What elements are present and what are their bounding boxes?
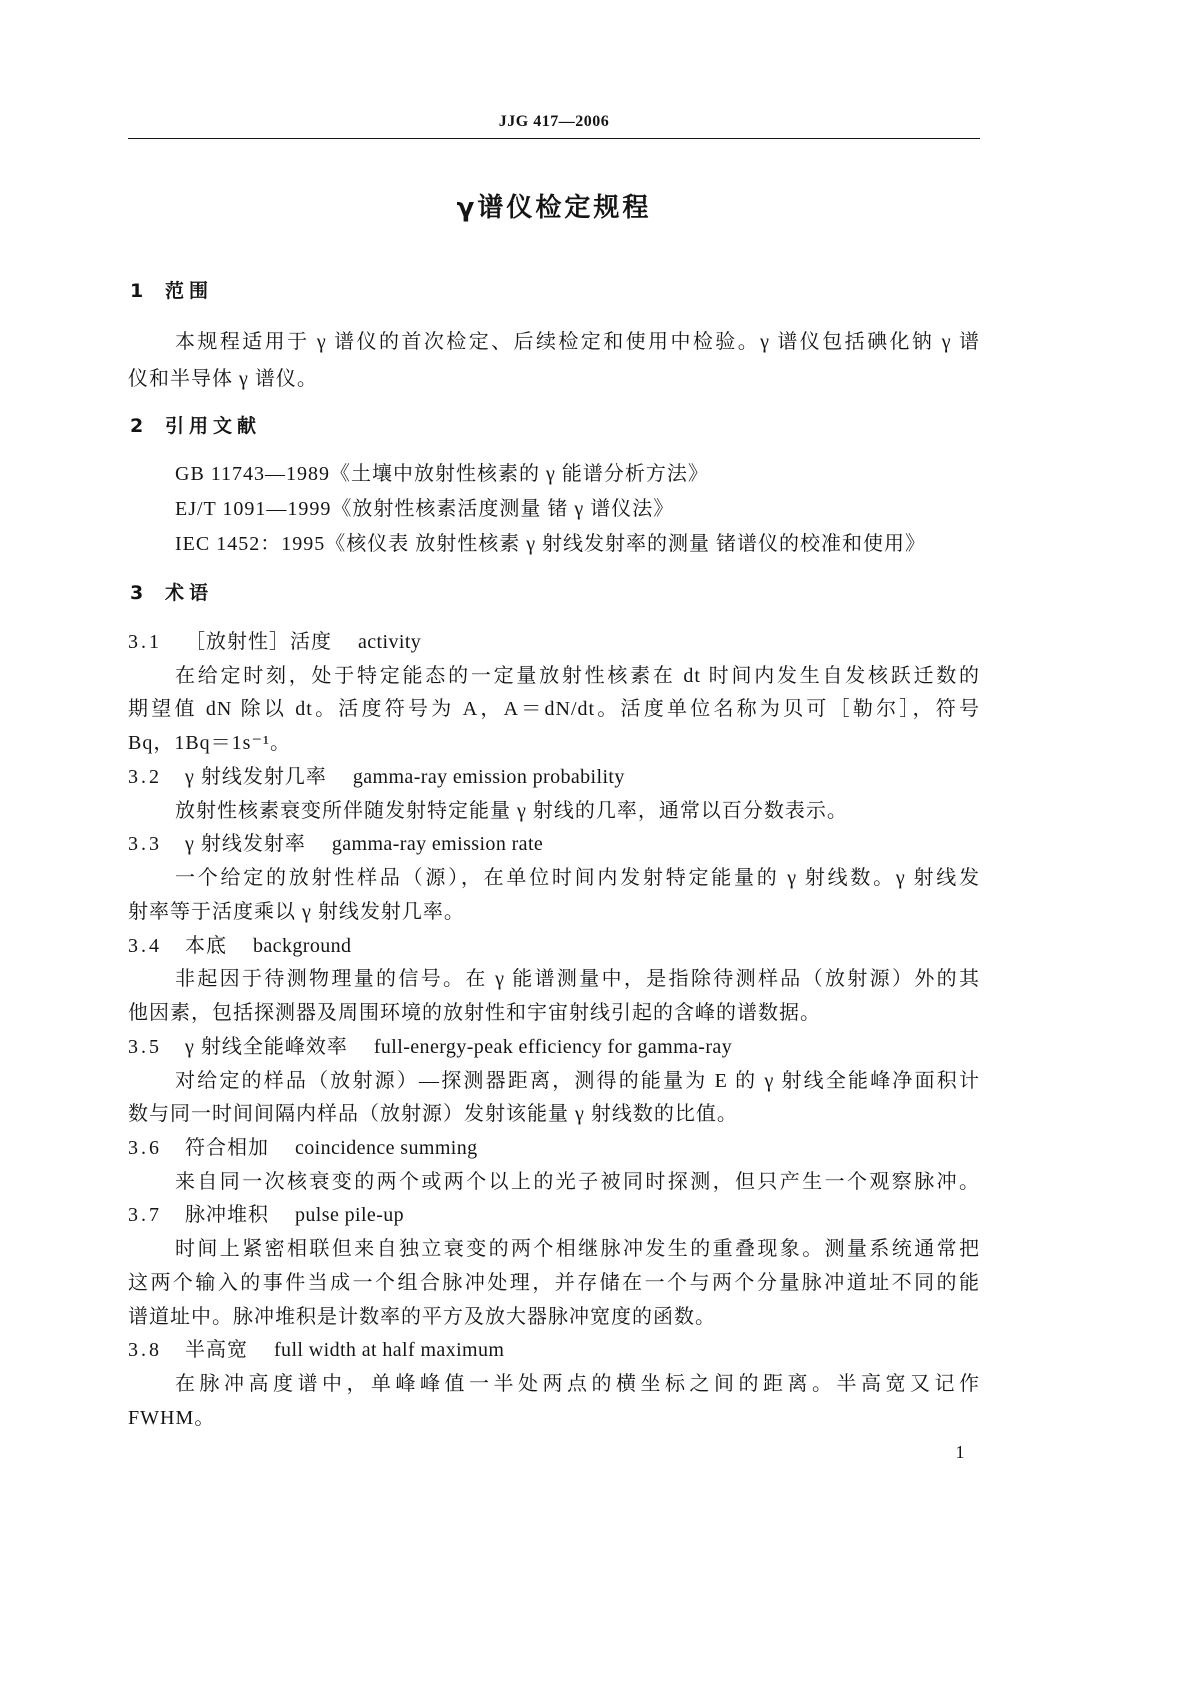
- definition-line: 射率等于活度乘以 γ 射线发射几率。: [128, 900, 465, 923]
- term-heading: [128, 1334, 980, 1368]
- term-heading: [128, 761, 980, 795]
- definition-line: 在给定时刻，处于特定能态的一定量放射性核素在 dt 时间内发生自发核跃迁数的: [175, 664, 980, 687]
- definition-line: 一个给定的放射性样品（源），在单位时间内发射特定能量的 γ 射线数。γ 射线发: [175, 867, 980, 890]
- term-number: 3.1: [128, 631, 162, 653]
- paragraph-line: 仪和半导体 γ 谱仪。: [128, 367, 318, 390]
- definition-line: 他因素，包括探测器及周围环境的放射性和宇宙射线引起的含峰的谱数据。: [128, 1002, 821, 1025]
- terms-list: [128, 626, 980, 1436]
- term-heading: [128, 1199, 980, 1233]
- section-1-heading-block: [128, 274, 980, 308]
- term-english: gamma-ray emission probability: [352, 765, 625, 788]
- section-2-heading-block: [128, 409, 980, 443]
- term-english: full width at half maximum: [274, 1339, 505, 1362]
- term-chinese: 半高宽: [185, 1339, 248, 1362]
- term-english: background: [253, 934, 352, 957]
- document-title: γ谱仪检定规程: [456, 193, 652, 223]
- section-number: 3: [130, 582, 144, 604]
- term-chinese: γ 射线全能峰效率: [185, 1035, 348, 1058]
- page-number: 1: [955, 1442, 965, 1462]
- section-heading: [128, 274, 980, 308]
- term-chinese: γ 射线发射率: [185, 833, 306, 856]
- term-heading: [128, 626, 980, 660]
- reference-list: [128, 457, 980, 562]
- term-chinese: γ 射线发射几率: [185, 765, 327, 788]
- running-header: JJG 417—2006: [498, 113, 610, 130]
- term-english: pulse pile-up: [295, 1204, 405, 1227]
- definition-line: 数与同一时间间隔内样品（放射源）发射该能量 γ 射线数的比值。: [128, 1103, 738, 1126]
- definition-line: 谱道址中。脉冲堆积是计数率的平方及放大器脉冲宽度的函数。: [128, 1305, 716, 1328]
- term-chinese: 本底: [185, 934, 227, 957]
- definition-line: 非起因于待测物理量的信号。在 γ 能谱测量中，是指除待测样品（放射源）外的其: [175, 968, 980, 991]
- section-title: 范围: [165, 280, 214, 302]
- term-english: full-energy-peak efficiency for gamma-ray: [373, 1035, 733, 1058]
- term-number: 3.7: [128, 1204, 162, 1227]
- term-number: 3.6: [128, 1137, 162, 1160]
- definition-line: 这两个输入的事件当成一个组合脉冲处理，并存储在一个与两个分量脉冲道址不同的能: [128, 1271, 980, 1294]
- term-number: 3.8: [128, 1339, 162, 1362]
- section-heading: [128, 576, 980, 610]
- definition-line: 时间上紧密相联但来自独立衰变的两个相继脉冲发生的重叠现象。测量系统通常把: [175, 1238, 980, 1261]
- definition-line: 来自同一次核衰变的两个或两个以上的光子被同时探测，但只产生一个观察脉冲。: [175, 1170, 980, 1193]
- term-number: 3.2: [128, 765, 162, 788]
- definition-line: Bq，1Bq＝1s⁻¹。: [128, 732, 292, 755]
- section-title: 术语: [165, 582, 214, 604]
- term-heading: [128, 828, 980, 862]
- section-title: 引用文献: [165, 415, 262, 437]
- term-chinese: 符合相加: [185, 1137, 269, 1160]
- definition-line: 期望值 dN 除以 dt。活度符号为 A，A＝dN/dt。活度单位名称为贝可［勒尔］，符号: [128, 698, 980, 721]
- reference-item: EJ/T 1091—1999《放射性核素活度测量 锗 γ 谱仪法》: [175, 497, 675, 520]
- term-heading: [128, 1132, 980, 1166]
- term-heading: [128, 930, 980, 964]
- term-number: 3.3: [128, 833, 162, 856]
- definition-line: 放射性核素衰变所伴随发射特定能量 γ 射线的几率，通常以百分数表示。: [175, 799, 848, 822]
- term-english: coincidence summing: [295, 1137, 478, 1160]
- reference-item: IEC 1452：1995《核仪表 放射性核素 γ 射线发射率的测量 锗谱仪的校准和使用》: [175, 532, 927, 555]
- term-chinese: ［放射性］活度: [185, 631, 332, 653]
- term-english: activity: [358, 631, 422, 653]
- scope-paragraph: [128, 324, 980, 398]
- reference-item: GB 11743—1989《土壤中放射性核素的 γ 能谱分析方法》: [175, 462, 709, 485]
- section-heading: [128, 409, 980, 443]
- header-rule: [128, 138, 980, 139]
- definition-line: 在脉冲高度谱中，单峰峰值一半处两点的横坐标之间的距离。半高宽又记作: [175, 1373, 980, 1396]
- section-number: 1: [130, 280, 144, 302]
- term-heading: [128, 1031, 980, 1065]
- paragraph-line: 本规程适用于 γ 谱仪的首次检定、后续检定和使用中检验。γ 谱仪包括碘化钠 γ 谱: [175, 330, 980, 353]
- definition-line: 对给定的样品（放射源）—探测器距离，测得的能量为 E 的 γ 射线全能峰净面积计: [175, 1069, 980, 1092]
- term-english: gamma-ray emission rate: [331, 833, 544, 856]
- section-number: 2: [130, 415, 144, 437]
- section-3-heading-block: [128, 576, 980, 610]
- term-chinese: 脉冲堆积: [185, 1204, 269, 1227]
- term-number: 3.4: [128, 934, 162, 957]
- term-number: 3.5: [128, 1035, 162, 1058]
- definition-line: FWHM。: [128, 1406, 216, 1429]
